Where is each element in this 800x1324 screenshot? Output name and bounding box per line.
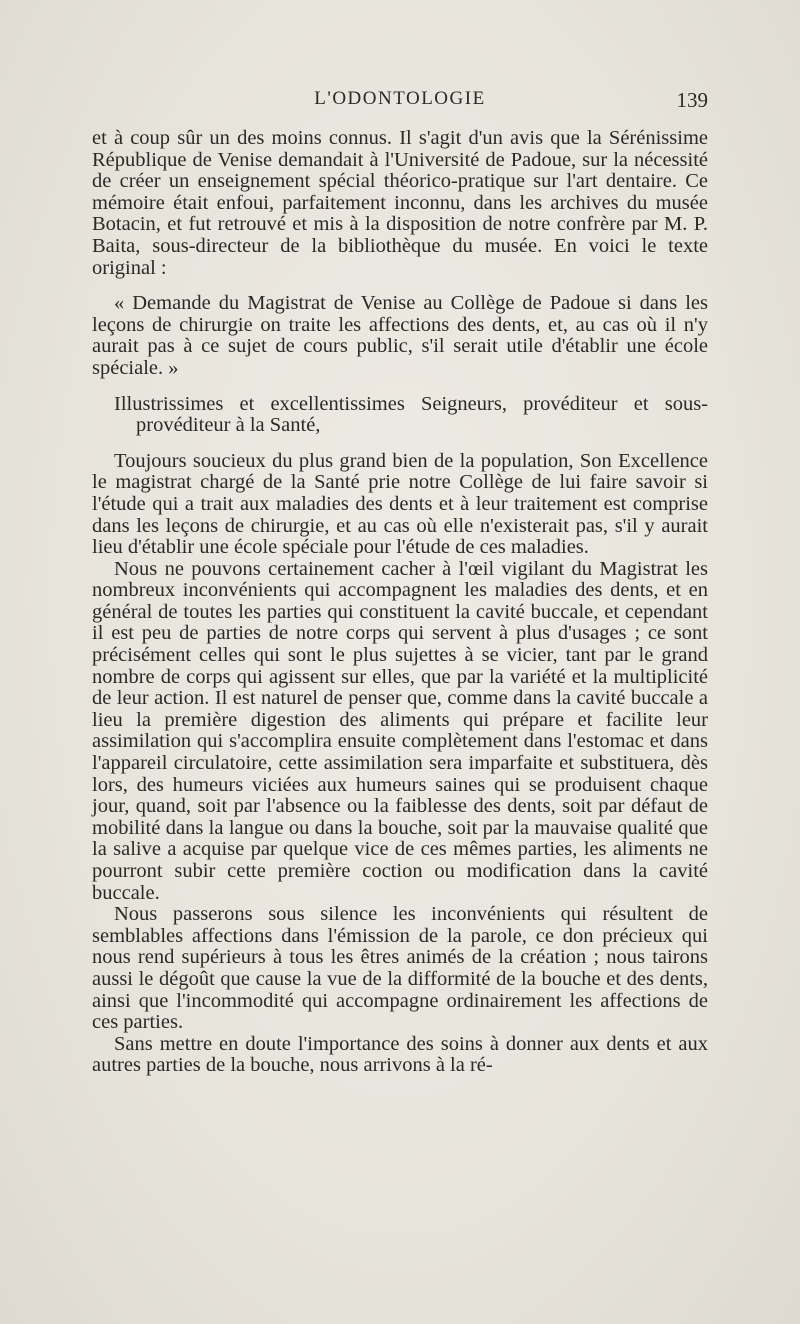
page-number: 139 [676,88,708,112]
running-title: L'ODONTOLOGIE [314,88,486,109]
paragraph-intro: et à coup sûr un des moins connus. Il s'agit d'un avis que la Sérénissime République de Venise demandait à l'Université de Padoue, sur la nécessité de créer un enseignement spécial théorico-pratique sur l'art dentaire. Ce mémoire était enfoui, parfaitement inconnu, dans les archives du musée Botacin, et fut retrouvé et mis à la disposition de notre confrère par M. P. Baita, sous-directeur de la bibliothèque du musée. En voici le texte original : [92,127,708,279]
paragraph-request: Toujours soucieux du plus grand bien de la population, Son Excellence le magistrat chargé de la Santé prie notre Collège de lui faire savoir si l'étude qui a trait aux maladies des dents et à leur traitement est comprise dans les leçons de chirurgie, et au cas où elle n'existerait pas, s'il y aurait lieu d'établir une école spéciale pour l'étude de ces maladies. [92,449,708,559]
quoted-request: « Demande du Magistrat de Venise au Collège de Padoue si dans les leçons de chirurgie on traite les affections des dents, et, au cas où il n'y aurait pas à ce sujet de cours public, s'il serait utile d'établir une école spéciale. » [92,292,708,379]
salutation: Illustrissimes et excellentissimes Seigneurs, provéditeur et sous-provéditeur à la Santé, [114,392,708,437]
page-header [92,84,708,114]
paragraph-inconvenients: Nous ne pouvons certainement cacher à l'œil vigilant du Magistrat les nombreux inconvénients qui accompagnent les maladies des dents, et en général de toutes les parties qui constituent la cavité buccale, et cependant il est peu de parties de notre corps qui servent à plus d'usages ; ce sont précisément celles qui sont le plus sujettes à se vicier, tant par le grand nombre de corps qui agissent sur elles, que par la variété et la multiplicité de leur action. Il est naturel de penser que, comme dans la cavité buccale a lieu la première digestion des aliments qui prépare et facilite leur assimilation qui s'accomplira ensuite complètement dans l'estomac et dans l'appareil circulatoire, cette assimilation sera imparfaite et substituera, dès lors, des humeurs viciées aux humeurs saines qui se produisent chaque jour, quand, soit par l'absence ou la faiblesse des dents, soit par défaut de mobilité dans la langue ou dans la bouche, soit par la mauvaise qualité que la salive a acquise par quelque vice de ces mêmes parties, les aliments ne pourront subir cette première coction ou modification dans la cavité buccale. [92,557,708,904]
paragraph-soins: Sans mettre en doute l'importance des soins à donner aux dents et aux autres parties de la bouche, nous arrivons à la ré- [92,1032,708,1077]
body-text [92,128,708,1077]
paragraph-parole: Nous passerons sous silence les inconvénients qui résultent de semblables affections dans l'émission de la parole, ce don précieux qui nous rend supérieurs à tous les êtres animés de la création ; nous tairons aussi le dégoût que cause la vue de la difformité de la bouche et des dents, ainsi que l'incommodité qui accompagne ordinairement les affections de ces parties. [92,903,708,1034]
